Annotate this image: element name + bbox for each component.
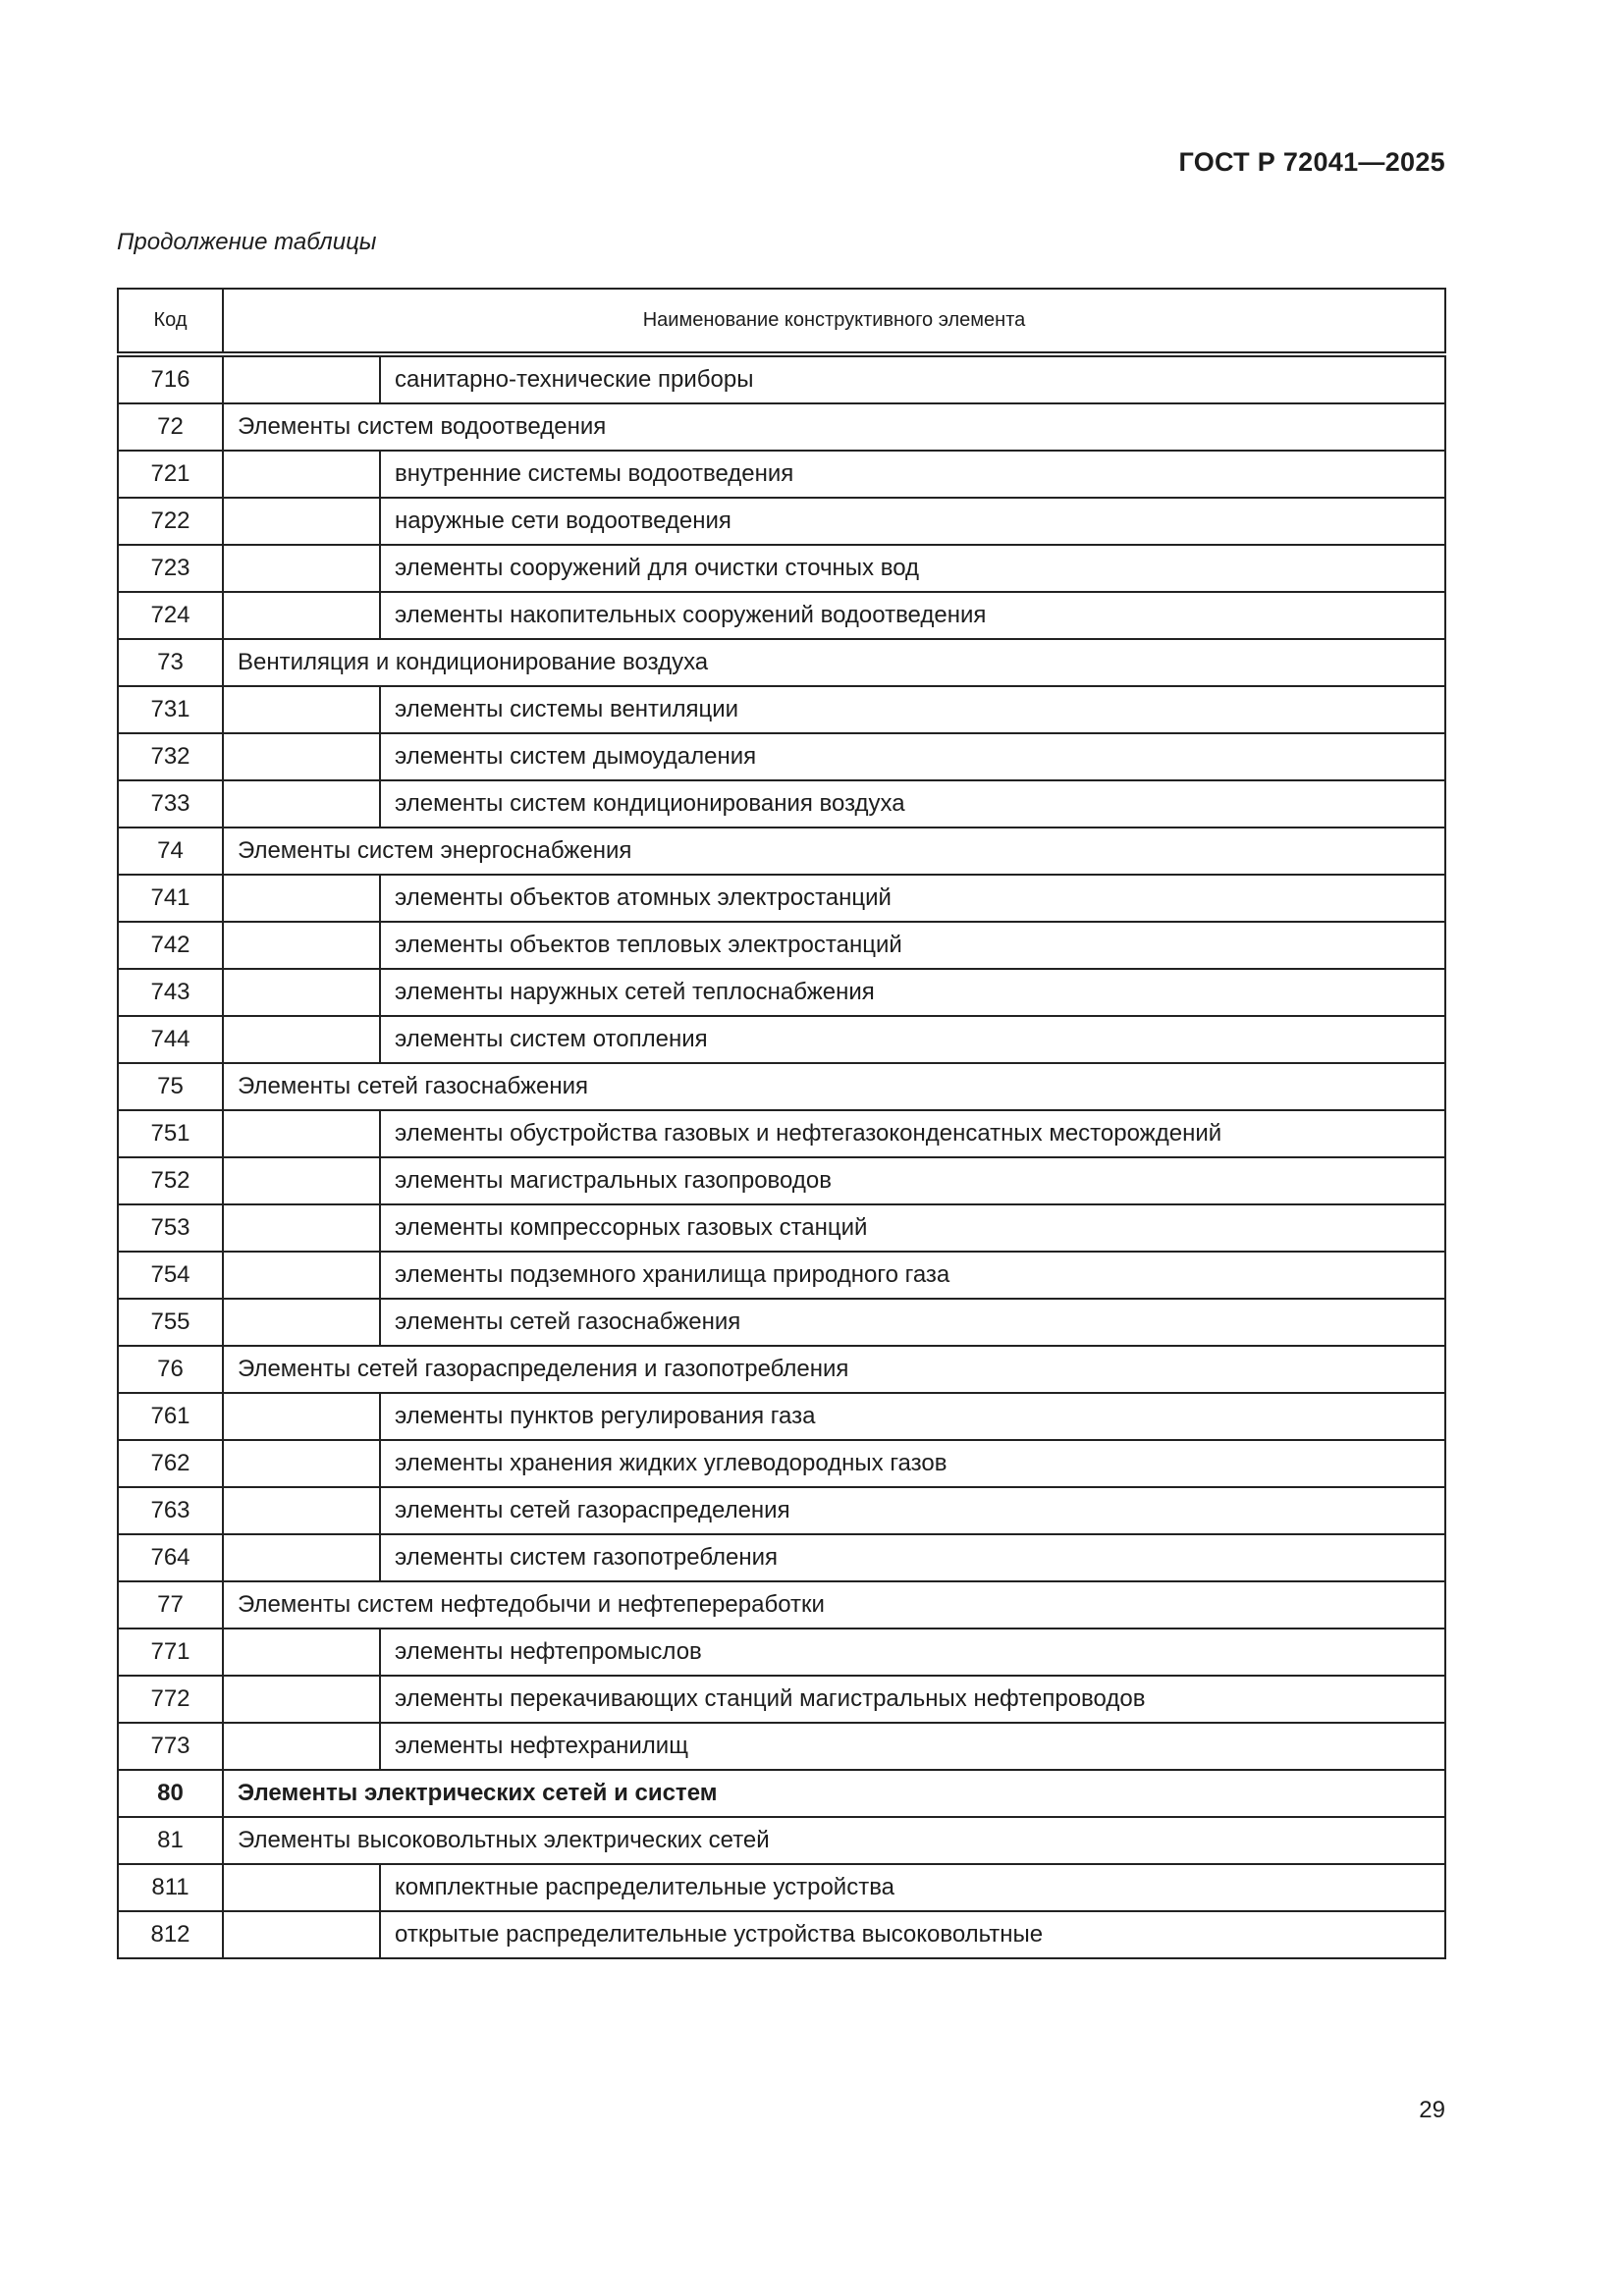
table-row xyxy=(118,1817,1445,1864)
row-code: 754 xyxy=(118,1252,223,1299)
row-code: 77 xyxy=(118,1581,223,1629)
header-name: Наименование конструктивного элемента xyxy=(223,289,1445,354)
row-code: 731 xyxy=(118,686,223,733)
table-row xyxy=(118,354,1445,403)
row-name: элементы системы вентиляции xyxy=(380,686,1445,733)
row-code: 744 xyxy=(118,1016,223,1063)
row-indent-cell xyxy=(223,969,380,1016)
table-row xyxy=(118,639,1445,686)
table-row xyxy=(118,1440,1445,1487)
table-row xyxy=(118,1629,1445,1676)
row-code: 762 xyxy=(118,1440,223,1487)
table-continuation-label: Продолжение таблицы xyxy=(117,229,377,255)
row-code: 723 xyxy=(118,545,223,592)
row-code: 724 xyxy=(118,592,223,639)
row-indent-cell xyxy=(223,733,380,780)
row-name: Элементы высоковольтных электрических сетей xyxy=(223,1817,1445,1864)
row-code: 721 xyxy=(118,451,223,498)
table-row xyxy=(118,1770,1445,1817)
row-name: элементы систем кондиционирования воздуха xyxy=(380,780,1445,828)
row-name: элементы систем дымоудаления xyxy=(380,733,1445,780)
row-code: 753 xyxy=(118,1204,223,1252)
table-row xyxy=(118,1723,1445,1770)
row-indent-cell xyxy=(223,1629,380,1676)
row-code: 773 xyxy=(118,1723,223,1770)
row-name: элементы сооружений для очистки сточных вод xyxy=(380,545,1445,592)
row-name: внутренние системы водоотведения xyxy=(380,451,1445,498)
row-code: 80 xyxy=(118,1770,223,1817)
row-indent-cell xyxy=(223,1110,380,1157)
row-name: элементы компрессорных газовых станций xyxy=(380,1204,1445,1252)
table-row xyxy=(118,780,1445,828)
row-indent-cell xyxy=(223,1864,380,1911)
row-code: 75 xyxy=(118,1063,223,1110)
row-name: элементы сетей газоснабжения xyxy=(380,1299,1445,1346)
table-row xyxy=(118,1487,1445,1534)
row-name: элементы подземного хранилища природного газа xyxy=(380,1252,1445,1299)
row-name: Элементы систем энергоснабжения xyxy=(223,828,1445,875)
table-row xyxy=(118,1204,1445,1252)
row-indent-cell xyxy=(223,686,380,733)
row-name: элементы нефтехранилищ xyxy=(380,1723,1445,1770)
row-name: элементы хранения жидких углеводородных газов xyxy=(380,1440,1445,1487)
table-header-row xyxy=(118,289,1445,354)
row-indent-cell xyxy=(223,1534,380,1581)
row-code: 73 xyxy=(118,639,223,686)
row-code: 743 xyxy=(118,969,223,1016)
row-code: 755 xyxy=(118,1299,223,1346)
table-row xyxy=(118,1063,1445,1110)
table-row xyxy=(118,686,1445,733)
row-name: элементы систем газопотребления xyxy=(380,1534,1445,1581)
row-code: 732 xyxy=(118,733,223,780)
row-code: 811 xyxy=(118,1864,223,1911)
row-indent-cell xyxy=(223,1252,380,1299)
row-name: Элементы систем водоотведения xyxy=(223,403,1445,451)
row-name: Элементы электрических сетей и систем xyxy=(223,1770,1445,1817)
row-indent-cell xyxy=(223,1723,380,1770)
row-code: 741 xyxy=(118,875,223,922)
row-indent-cell xyxy=(223,780,380,828)
table-row xyxy=(118,498,1445,545)
table-row xyxy=(118,1016,1445,1063)
row-code: 812 xyxy=(118,1911,223,1958)
row-indent-cell xyxy=(223,875,380,922)
row-name: элементы систем отопления xyxy=(380,1016,1445,1063)
row-code: 771 xyxy=(118,1629,223,1676)
table-row xyxy=(118,1346,1445,1393)
table-row xyxy=(118,922,1445,969)
row-name: элементы пунктов регулирования газа xyxy=(380,1393,1445,1440)
header-code: Код xyxy=(118,289,223,354)
row-code: 716 xyxy=(118,354,223,403)
row-name: элементы наружных сетей теплоснабжения xyxy=(380,969,1445,1016)
row-code: 764 xyxy=(118,1534,223,1581)
table-row xyxy=(118,1252,1445,1299)
table-row xyxy=(118,1581,1445,1629)
row-name: Элементы сетей газораспределения и газопотребления xyxy=(223,1346,1445,1393)
row-code: 74 xyxy=(118,828,223,875)
table-row xyxy=(118,1676,1445,1723)
row-name: наружные сети водоотведения xyxy=(380,498,1445,545)
table-row xyxy=(118,1393,1445,1440)
page-number: 29 xyxy=(1419,2097,1445,2123)
document-id: ГОСТ Р 72041—2025 xyxy=(1178,147,1445,177)
row-name: элементы нефтепромыслов xyxy=(380,1629,1445,1676)
row-name: элементы сетей газораспределения xyxy=(380,1487,1445,1534)
table-row xyxy=(118,1534,1445,1581)
table-row xyxy=(118,1157,1445,1204)
row-name: элементы объектов атомных электростанций xyxy=(380,875,1445,922)
table-row xyxy=(118,451,1445,498)
codes-table xyxy=(117,288,1446,1959)
row-name: элементы объектов тепловых электростанций xyxy=(380,922,1445,969)
row-name: санитарно-технические приборы xyxy=(380,354,1445,403)
row-indent-cell xyxy=(223,451,380,498)
table-row xyxy=(118,1864,1445,1911)
table-row xyxy=(118,828,1445,875)
row-name: Вентиляция и кондиционирование воздуха xyxy=(223,639,1445,686)
row-indent-cell xyxy=(223,1487,380,1534)
table-row xyxy=(118,733,1445,780)
row-name: Элементы сетей газоснабжения xyxy=(223,1063,1445,1110)
row-code: 751 xyxy=(118,1110,223,1157)
row-indent-cell xyxy=(223,545,380,592)
row-code: 81 xyxy=(118,1817,223,1864)
row-indent-cell xyxy=(223,1393,380,1440)
row-code: 761 xyxy=(118,1393,223,1440)
table-body xyxy=(118,354,1445,1958)
table-row xyxy=(118,969,1445,1016)
row-code: 72 xyxy=(118,403,223,451)
table-row xyxy=(118,1299,1445,1346)
row-indent-cell xyxy=(223,1299,380,1346)
row-indent-cell xyxy=(223,1440,380,1487)
row-indent-cell xyxy=(223,1911,380,1958)
row-indent-cell xyxy=(223,1676,380,1723)
row-code: 76 xyxy=(118,1346,223,1393)
table-row xyxy=(118,875,1445,922)
table-row xyxy=(118,403,1445,451)
row-indent-cell xyxy=(223,354,380,403)
row-name: Элементы систем нефтедобычи и нефтепереработки xyxy=(223,1581,1445,1629)
table-row xyxy=(118,592,1445,639)
row-indent-cell xyxy=(223,1204,380,1252)
row-name: элементы накопительных сооружений водоотведения xyxy=(380,592,1445,639)
row-name: элементы магистральных газопроводов xyxy=(380,1157,1445,1204)
row-name: элементы перекачивающих станций магистральных нефтепроводов xyxy=(380,1676,1445,1723)
row-indent-cell xyxy=(223,1016,380,1063)
row-code: 752 xyxy=(118,1157,223,1204)
row-name: открытые распределительные устройства высоковольтные xyxy=(380,1911,1445,1958)
row-code: 733 xyxy=(118,780,223,828)
row-code: 763 xyxy=(118,1487,223,1534)
row-indent-cell xyxy=(223,498,380,545)
row-name: элементы обустройства газовых и нефтегазоконденсатных месторождений xyxy=(380,1110,1445,1157)
row-code: 772 xyxy=(118,1676,223,1723)
table-row xyxy=(118,545,1445,592)
row-indent-cell xyxy=(223,1157,380,1204)
table-row xyxy=(118,1110,1445,1157)
row-code: 742 xyxy=(118,922,223,969)
row-indent-cell xyxy=(223,922,380,969)
row-indent-cell xyxy=(223,592,380,639)
row-code: 722 xyxy=(118,498,223,545)
row-name: комплектные распределительные устройства xyxy=(380,1864,1445,1911)
table-row xyxy=(118,1911,1445,1958)
